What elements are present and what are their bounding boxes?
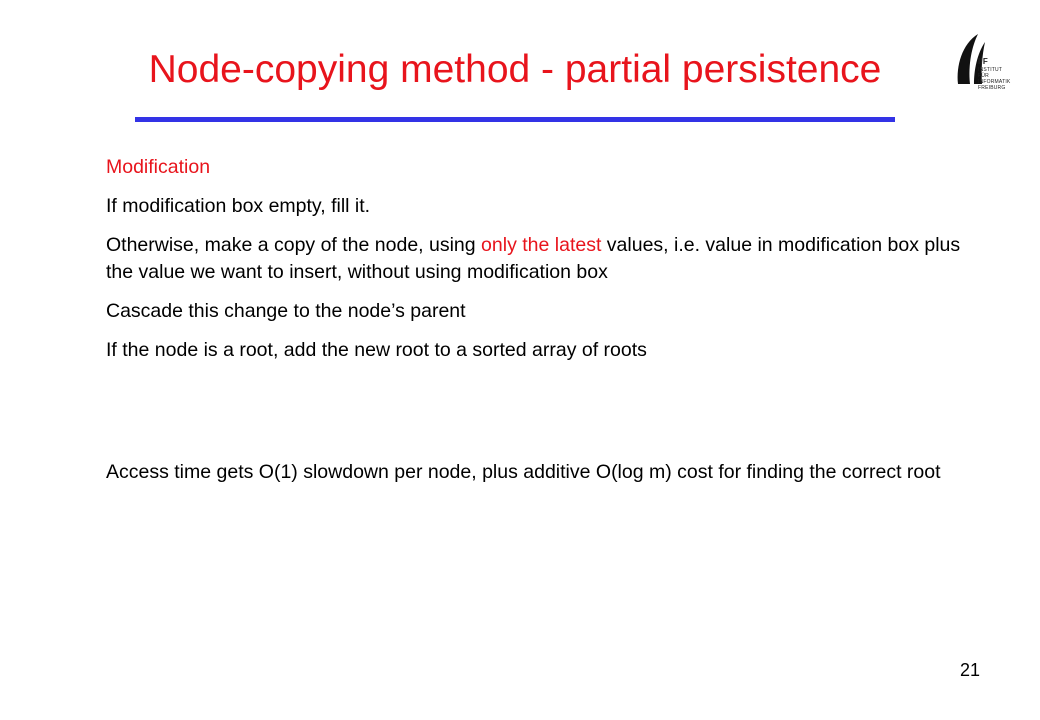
bullet-cascade: Cascade this change to the node’s parent [106, 300, 466, 322]
iif-logo-line3: FREIBURG [978, 85, 1006, 91]
bullet-access: Access time gets O(1) slowdown per node, plus additive O(log m) cost for finding the correct root [106, 461, 941, 483]
iif-logo-line2: INFORMATIK [978, 79, 1011, 85]
iif-logo-letters: IIF [978, 57, 988, 66]
page-number: 21 [959, 660, 980, 680]
iif-logo-text [978, 58, 1012, 91]
bullet-copy-highlight: only the latest [481, 234, 602, 256]
bullet-fill: If modification box empty, fill it. [106, 195, 371, 217]
slide-body [106, 154, 966, 498]
section-heading: Modification [106, 156, 211, 178]
title-underline [135, 117, 895, 122]
bullet-root: If the node is a root, add the new root to a sorted array of roots [106, 339, 647, 361]
iif-logo [948, 26, 1011, 91]
bullet-copy [106, 232, 966, 286]
slide-title: Node-copying method - partial persistence [148, 48, 882, 91]
iif-logo-line1: INSTITUT FÜR [978, 67, 1003, 79]
bullet-copy-before: Otherwise, make a copy of the node, using [106, 234, 482, 256]
bullet-copy-after: values, i.e. value in modification box plus the value we want to insert, without using modification box [106, 234, 961, 283]
